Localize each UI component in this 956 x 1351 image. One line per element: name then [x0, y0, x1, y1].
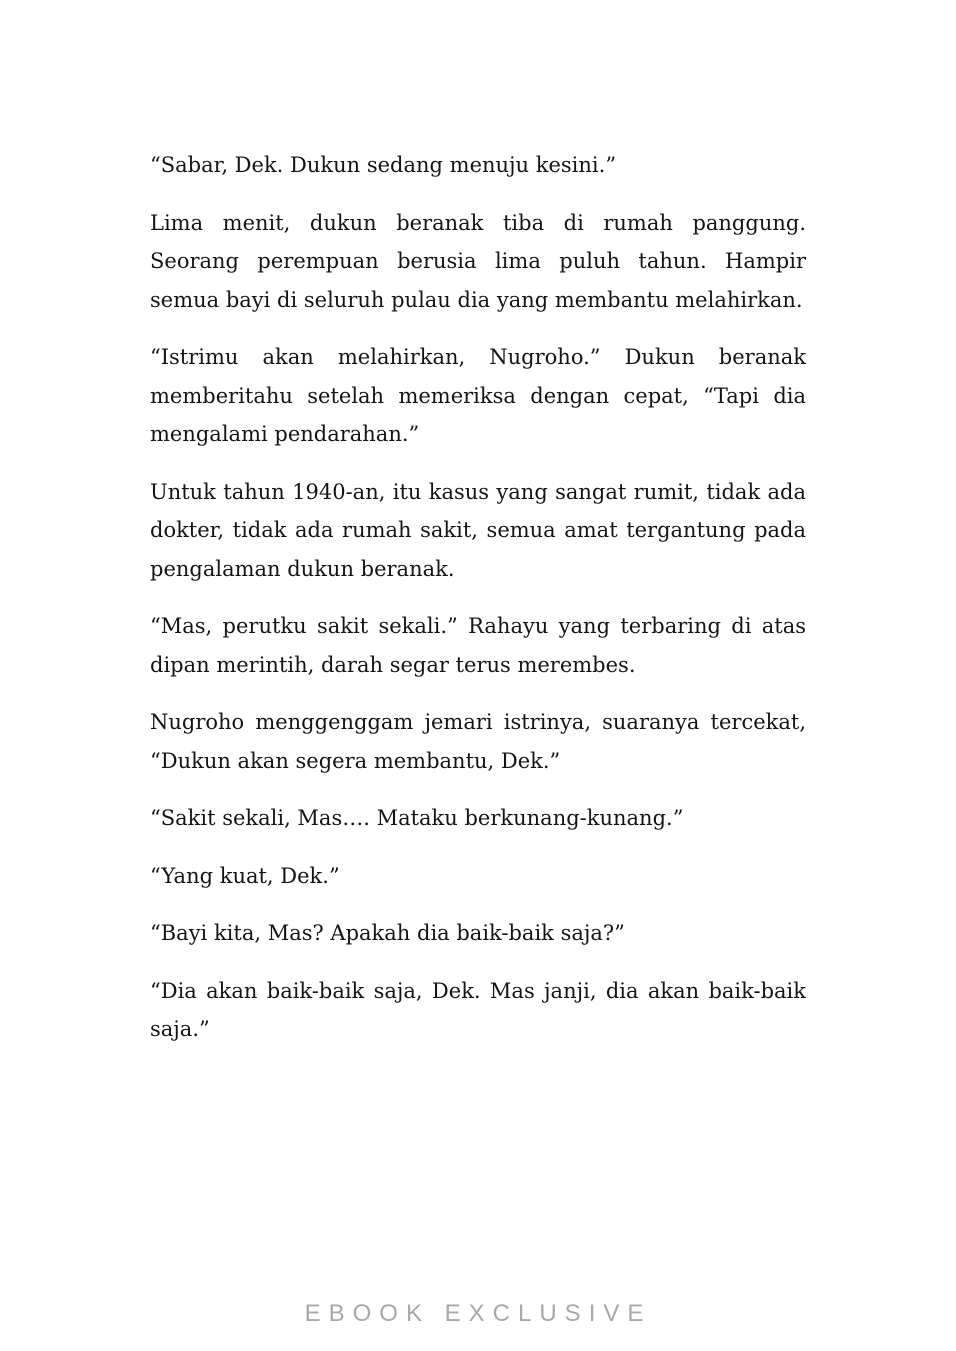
paragraph: Lima menit, dukun beranak tiba di rumah panggung. Seorang perempuan berusia lima puluh tahun. Hampir semua bayi di seluruh pulau dia yang membantu melahirkan.	[150, 210, 806, 312]
paragraph: “Sakit sekali, Mas…. Mataku berkunang-kunang.”	[150, 806, 684, 830]
paragraph: “Bayi kita, Mas? Apakah dia baik-baik saja?”	[150, 921, 625, 945]
paragraph: “Dia akan baik-baik saja, Dek. Mas janji, dia akan baik-baik saja.”	[150, 978, 806, 1041]
paragraph: “Sabar, Dek. Dukun sedang menuju kesini.”	[150, 153, 617, 177]
paragraph: Untuk tahun 1940-an, itu kasus yang sangat rumit, tidak ada dokter, tidak ada rumah sakit, semua amat tergantung pada pengalaman dukun beranak.	[150, 479, 806, 581]
paragraph: “Yang kuat, Dek.”	[150, 863, 340, 888]
paragraph: “Istrimu akan melahirkan, Nugroho.” Dukun beranak memberitahu setelah memeriksa dengan cepat, “Tapi dia mengalami pendarahan.”	[150, 345, 806, 446]
page-body	[150, 146, 806, 1068]
paragraph: “Mas, perutku sakit sekali.” Rahayu yang terbaring di atas dipan merintih, darah segar terus merembes.	[150, 614, 806, 677]
paragraph: Nugroho menggenggam jemari istrinya, suaranya tercekat, “Dukun akan segera membantu, Dek.”	[150, 710, 806, 773]
page-footer-label: EBOOK EXCLUSIVE	[304, 1300, 652, 1327]
